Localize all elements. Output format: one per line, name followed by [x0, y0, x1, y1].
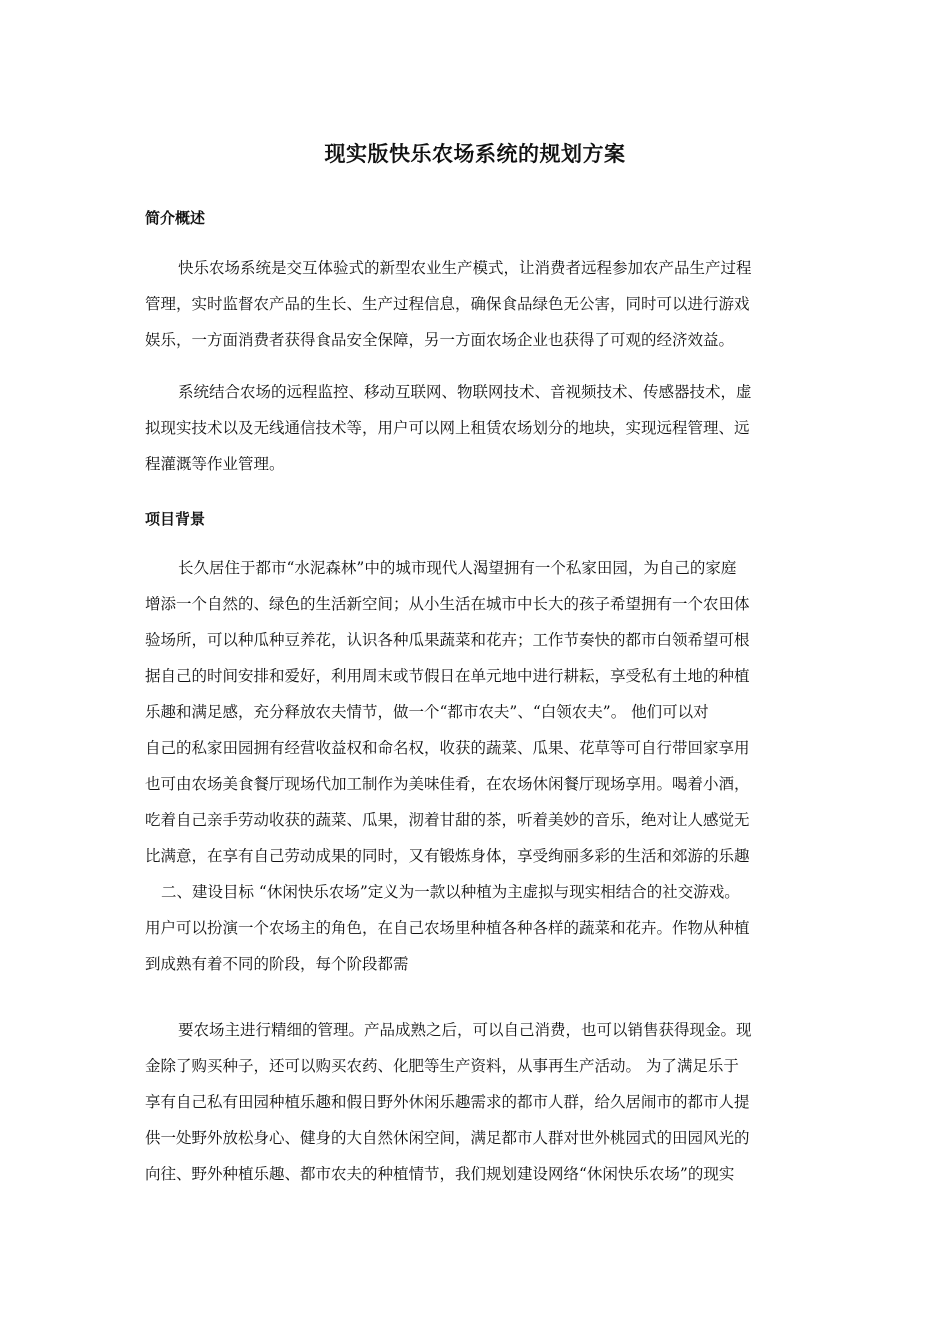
text-line: 管理，实时监督农产品的生长、生产过程信息，确保食品绿色无公害，同时可以进行游戏 — [145, 295, 750, 313]
text-line: 吃着自己亲手劳动收获的蔬菜、瓜果，沏着甘甜的茶，听着美妙的音乐，绝对让人感觉无 — [145, 811, 750, 829]
text-line: 快乐农场系统是交互体验式的新型农业生产模式，让消费者远程参加农产品生产过程 — [178, 259, 752, 277]
text-line: 供一处野外放松身心、健身的大自然休闲空间，满足都市人群对世外桃园式的田园风光的 — [145, 1129, 750, 1147]
document-title: 现实版快乐农场系统的规划方案 — [324, 142, 626, 166]
text-line: 长久居住于都市“水泥森林”中的城市现代人渴望拥有一个私家田园，为自己的家庭 — [178, 559, 737, 577]
text-line: 拟现实技术以及无线通信技术等，用户可以网上租赁农场划分的地块，实现远程管理、远 — [145, 419, 750, 437]
text-line: 也可由农场美食餐厅现场代加工制作为美味佳肴，在农场休闲餐厅现场享用。喝着小酒， — [145, 775, 750, 793]
intro-paragraph-1 — [145, 250, 810, 358]
text-line: 享有自己私有田园种植乐趣和假日野外休闲乐趣需求的都市人群，给久居闹市的都市人提 — [145, 1093, 750, 1111]
text-line: 金除了购买种子，还可以购买农药、化肥等生产资料，从事再生产活动。 为了满足乐于 — [145, 1057, 739, 1075]
text-line: 比满意，在享有自己劳动成果的同时，又有锻炼身体，享受绚丽多彩的生活和郊游的乐趣 — [145, 847, 750, 865]
intro-paragraph-2 — [145, 374, 810, 482]
background-paragraph-2 — [145, 1012, 810, 1192]
text-line: 程灌溉等作业管理。 — [145, 455, 285, 473]
section-heading-background: 项目背景 — [145, 510, 206, 528]
text-line: 乐趣和满足感，充分释放农夫情节，做一个“都市农夫”、“白领农夫”。 他们可以对 — [145, 703, 709, 721]
text-line: 用户可以扮演一个农场主的角色，在自己农场里种植各种各样的蔬菜和花卉。作物从种植 — [145, 919, 750, 937]
text-line: 到成熟有着不同的阶段，每个阶段都需 — [145, 955, 409, 973]
text-line: 自己的私家田园拥有经营收益权和命名权，收获的蔬菜、瓜果、花草等可自行带回家享用 — [145, 739, 750, 757]
text-line: 增添一个自然的、绿色的生活新空间；从小生活在城市中长大的孩子希望拥有一个农田体 — [145, 595, 750, 613]
text-line: 向往、野外种植乐趣、都市农夫的种植情节，我们规划建设网络“休闲快乐农场”的现实 — [145, 1165, 735, 1183]
text-line: 娱乐，一方面消费者获得食品安全保障，另一方面农场企业也获得了可观的经济效益。 — [145, 331, 735, 349]
background-paragraph-1 — [145, 550, 810, 982]
text-line: 要农场主进行精细的管理。产品成熟之后，可以自己消费，也可以销售获得现金。现 — [178, 1021, 752, 1039]
text-line: 据自己的时间安排和爱好，利用周末或节假日在单元地中进行耕耘，享受私有土地的种植 — [145, 667, 750, 685]
section-heading-intro: 简介概述 — [145, 209, 206, 227]
text-line: 二、建设目标 “休闲快乐农场”定义为一款以种植为主虚拟与现实相结合的社交游戏。 — [161, 883, 740, 901]
text-line: 验场所，可以种瓜种豆养花，认识各种瓜果蔬菜和花卉；工作节奏快的都市白领希望可根 — [145, 631, 750, 649]
text-line: 系统结合农场的远程监控、移动互联网、物联网技术、音视频技术、传感器技术，虚 — [178, 383, 752, 401]
